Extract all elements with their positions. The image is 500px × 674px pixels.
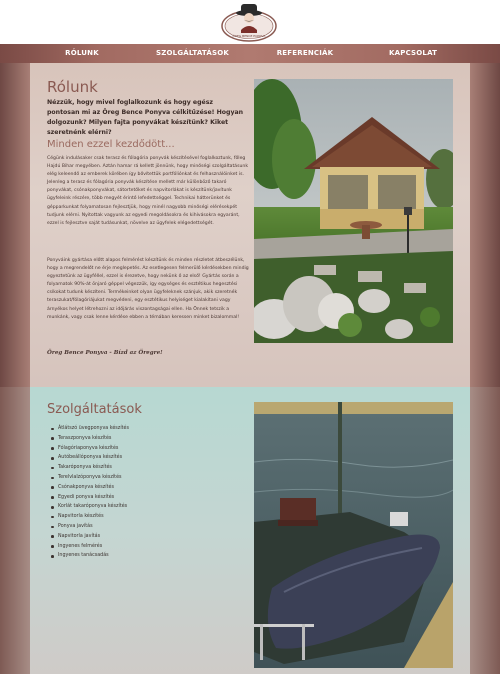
service-item: Napvitorla javítás [51, 532, 241, 542]
service-item: Teraszponyva készítés [51, 434, 241, 444]
service-item: Ingyenes tanácsadás [51, 551, 241, 561]
service-item: Korlát takaróponyva készítés [51, 502, 241, 512]
nav-item-kapcsolat[interactable]: KAPCSOLAT [389, 49, 438, 57]
logo-text: ÖREG BENCE PONYVA [232, 34, 266, 39]
about-paragraph-2: Ponyváink gyártása előtt alapos felmérést készítünk és minden részletet átbeszélünk, hogy a megrendelőt ne érje meglepetés. Az esetlegesen felmerülő kérdésekben mindig egyeztetünk az ügyféllel, ezzel is érezetve, hogy nekünk ő az első! Gyártás során a folyamatok 90%-át önjaró géppel végezzük, így egységes és esztétikus hegesztési csíkokat tudunk készíteni. Termékeinket olyan ügyfeleknek szánjuk, akik szeretnék teraszukat/fólagóriájukat megvédeni, egy esztétikus helyiséget kialakítani vagy árnyékos helyet létrehozni az időjárás viszontagságai ellen. Ha Önnek tetszik a munkánk, vagy csak lenne kérdése ebben a témában keressen minket bizalommal! [47, 258, 249, 320]
about-signature: Öreg Bence Ponyva - Bízd az Öregre! [47, 350, 163, 356]
service-item: Ingyenes felmérés [51, 542, 241, 552]
service-item: Autóbeállóponyva készítés [51, 453, 241, 463]
about-title: Rólunk [47, 78, 98, 96]
service-item: Ponyva javítás [51, 522, 241, 532]
service-item: Átlátszó üvegponyva készítés [51, 424, 241, 434]
about-paragraph-1: Cégünk indulásaker csak terasz és fólagória ponyvák készítésével foglalkoztunk, főleg Hajdú Bihar megyében. Aztán hamar rá kellett jönnünk, hogy minőségi szolgáltatásunk elég keleendő az emberek körében így bővítettük portfóliónkat és felhasználóinket is. Jelenleg a terasz és fólagória ponyvák készítése mellett már különböző takaró ponyvákat, csónakponyvákat, sátortetőket és napvitorlákat is készítünk/javítunk ügyfeleink részére, több megyét érintő lefedettséggel. Technikai hátterünket és gépparkunkat folyamatosan fejlesztjük, hogy minél nagyobb minőségi elérésekpét tudjunk elérni. Nyitottak vagyunk az egyedi megoldásokra és kihívásokra egyaránt, ezzel is fejlesztve saját tudásunkat, növelve az ügyfelek elégedettségét. [47, 156, 248, 226]
nav-item-rolunk[interactable]: RÓLUNK [65, 49, 99, 57]
gazebo-photo [254, 79, 453, 343]
nav-item-referenciak[interactable]: REFERENCIÁK [276, 49, 334, 57]
services-list [51, 424, 241, 561]
logo[interactable] [220, 2, 278, 42]
about-subtitle: Minden ezzel kezdődött... [47, 139, 175, 150]
service-item: Fólagóriaponyva készítés [51, 444, 241, 454]
boat-photo [254, 402, 453, 668]
service-item: Csónakponyva készítés [51, 483, 241, 493]
service-item: Egyedi ponyva készítés [51, 493, 241, 503]
main-navigation [0, 44, 500, 63]
service-item: Terelvlalzóponyva készítés [51, 473, 241, 483]
about-lead: Nézzük, hogy mivel foglalkozunk és hogy egész pontosan mi az Öreg Bence Ponyva célkitűzése! Hogyan dolgozunk? Milyen fajta ponyvákat készítünk? Kiket szeretnénk elérni? [47, 99, 244, 136]
service-item: Napvitorla készítés [51, 512, 241, 522]
service-item: Takaróponyva készítés [51, 463, 241, 473]
nav-item-szolgaltatasok[interactable]: SZOLGÁLTATÁSOK [156, 49, 229, 57]
site-header [0, 0, 500, 44]
services-title: Szolgáltatások [47, 402, 142, 417]
